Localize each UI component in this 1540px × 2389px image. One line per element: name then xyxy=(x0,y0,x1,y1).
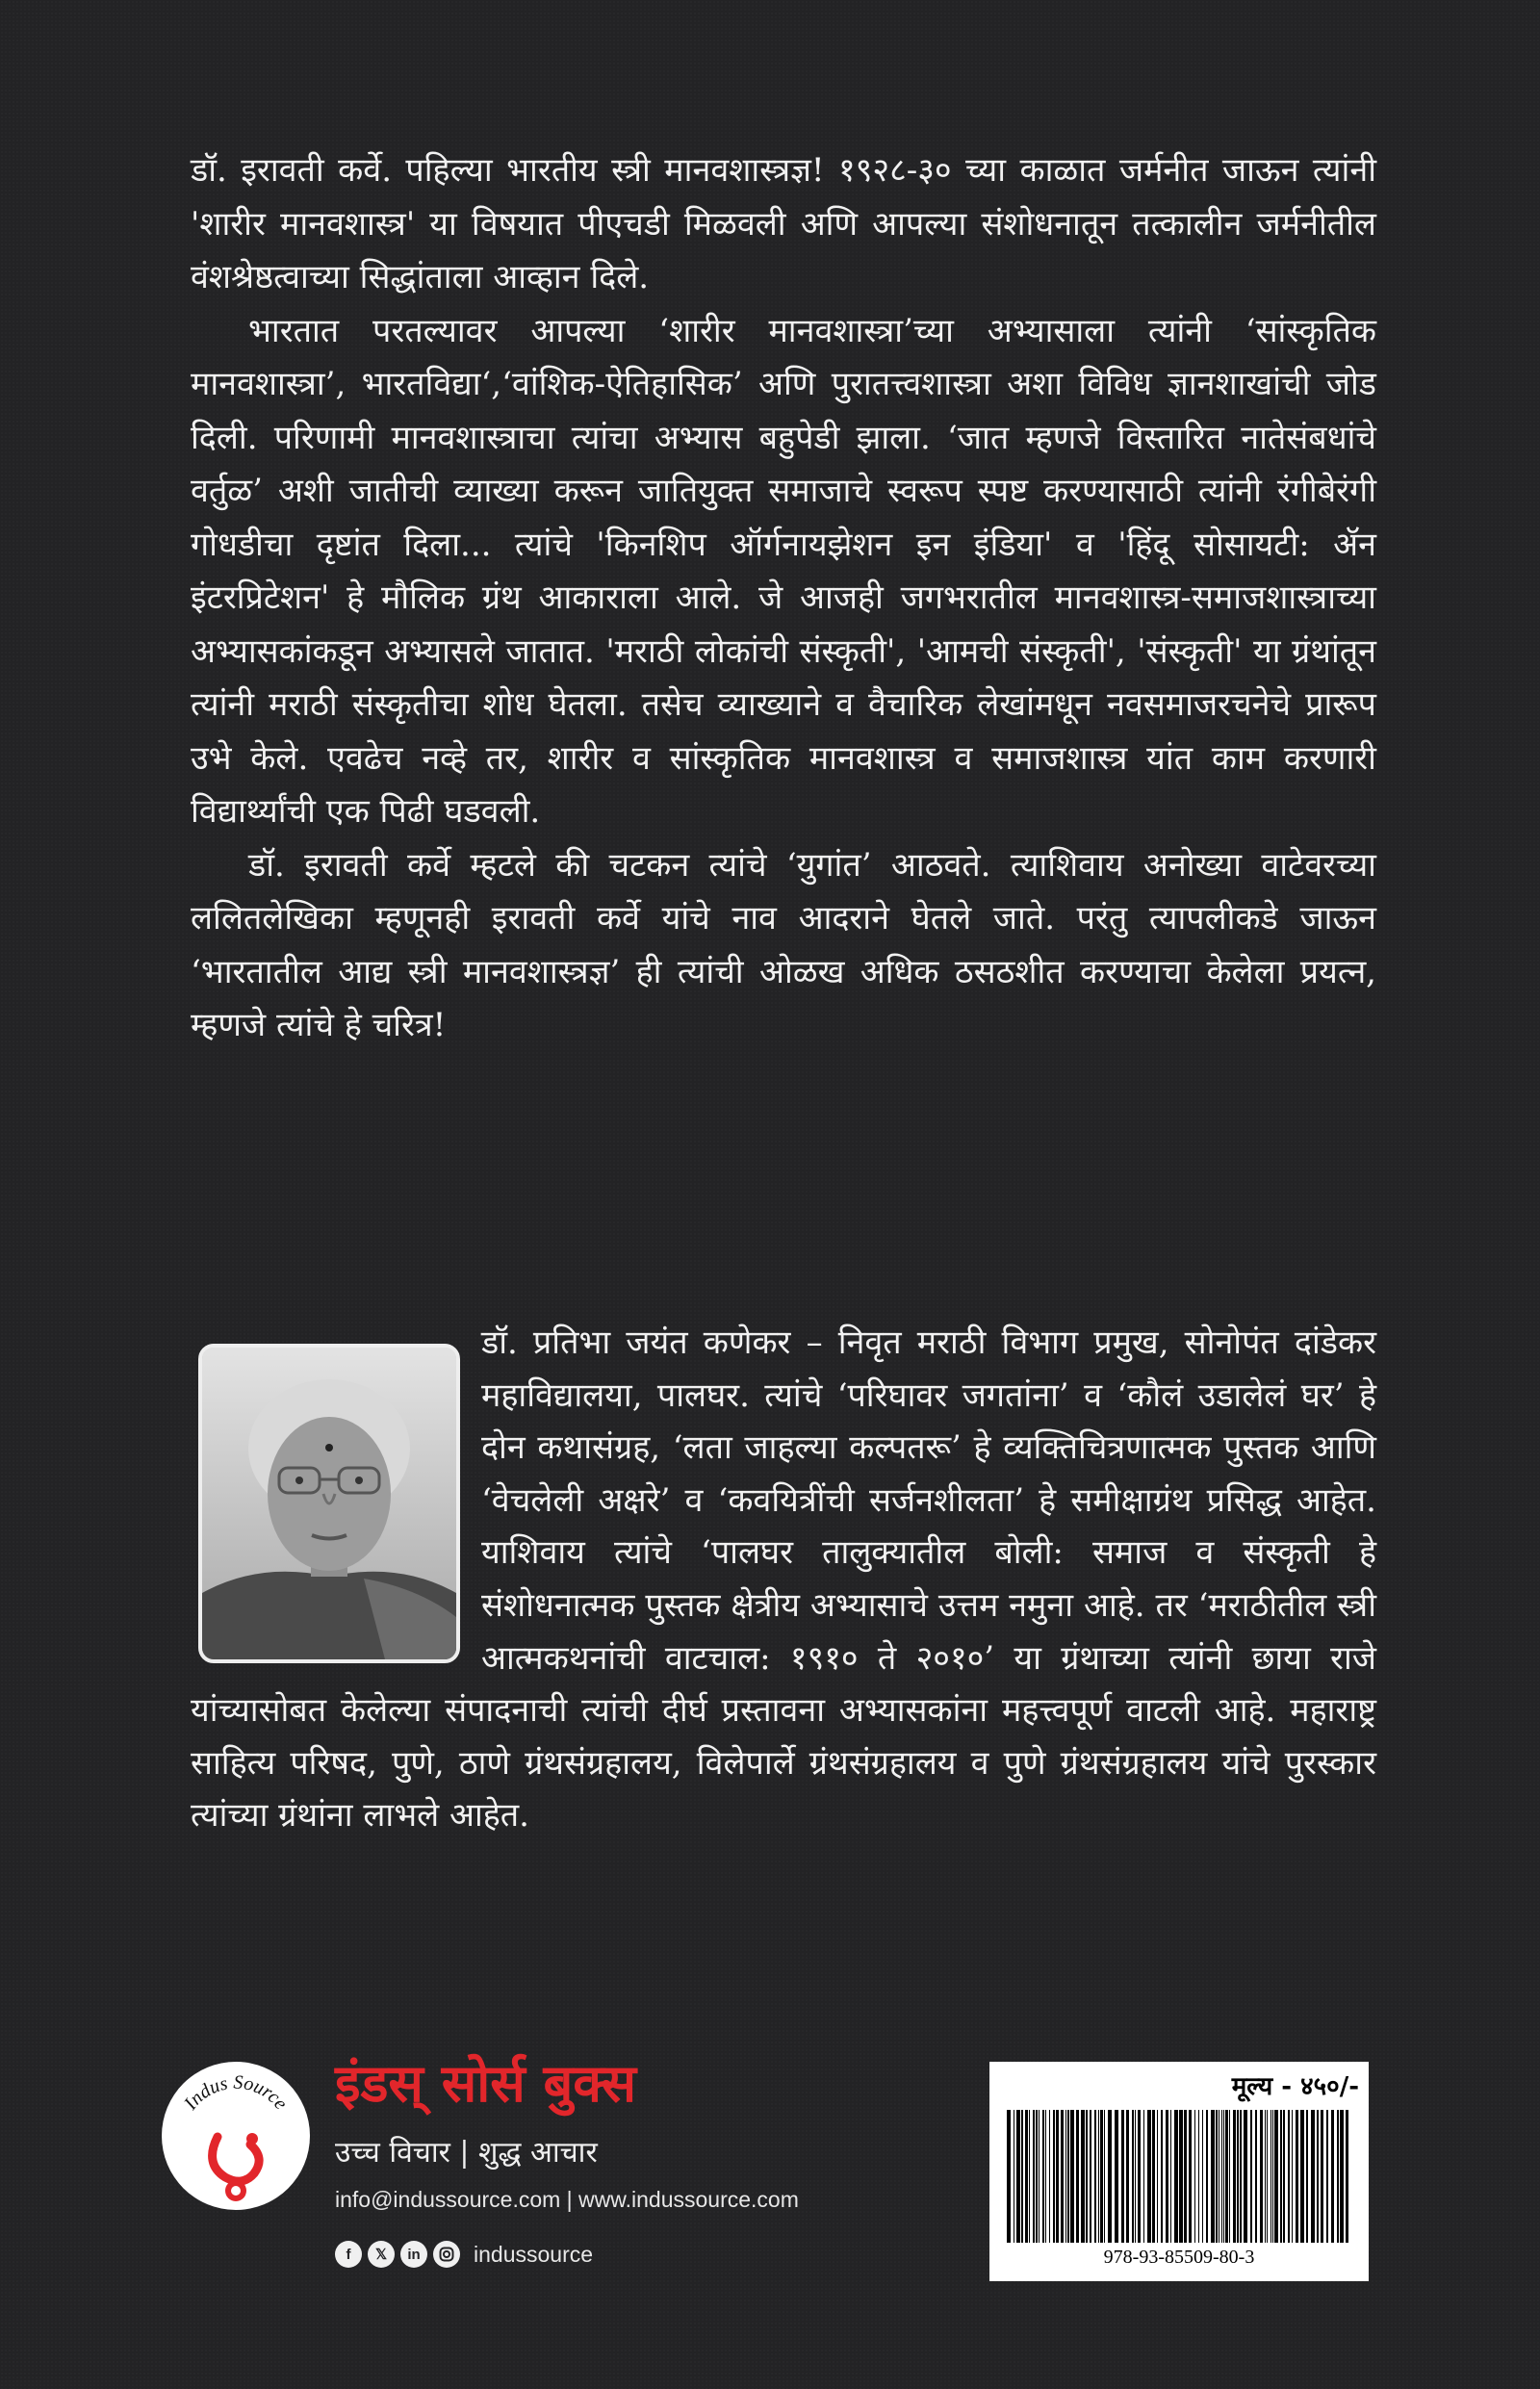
barcode-bar xyxy=(1170,2110,1171,2243)
barcode-bar xyxy=(1056,2110,1059,2243)
barcode-bar xyxy=(1025,2110,1028,2243)
barcode-bar xyxy=(1270,2110,1271,2243)
barcode-bar xyxy=(1132,2110,1134,2243)
barcode-bar xyxy=(1255,2110,1257,2243)
barcode-bar xyxy=(1202,2110,1203,2243)
barcode-bar xyxy=(1194,2110,1195,2243)
barcode-bar xyxy=(1174,2110,1178,2243)
barcode-bar xyxy=(1340,2110,1344,2243)
barcode-bar xyxy=(1288,2110,1290,2243)
barcode-bar xyxy=(1346,2110,1348,2243)
barcode-bar xyxy=(1331,2110,1334,2243)
publisher-tagline: उच्च विचार | शुद्ध आचार xyxy=(335,2136,598,2170)
barcode-bar xyxy=(1216,2110,1218,2243)
barcode-bar xyxy=(1283,2110,1285,2243)
barcode-bar xyxy=(1337,2110,1339,2243)
barcode-box xyxy=(989,2062,1369,2281)
barcode-bar xyxy=(1115,2110,1118,2243)
barcode-bar xyxy=(1053,2110,1055,2243)
publisher-logo xyxy=(162,2062,310,2210)
barcode-bar xyxy=(1094,2110,1096,2243)
barcode-bar xyxy=(1143,2110,1144,2243)
barcode-bar xyxy=(1029,2110,1030,2243)
barcode-bar xyxy=(1317,2110,1319,2243)
barcode-bar xyxy=(1135,2110,1136,2243)
publisher-contact[interactable]: info@indussource.com | www.indussource.com xyxy=(335,2187,799,2212)
x-icon[interactable]: 𝕏 xyxy=(368,2241,395,2268)
barcode-bar xyxy=(1198,2110,1199,2243)
barcode-bar xyxy=(1098,2110,1099,2243)
barcode-bar xyxy=(1223,2110,1224,2243)
barcode-bar xyxy=(1221,2110,1222,2243)
barcode-bar xyxy=(1067,2110,1069,2243)
barcode-bar xyxy=(1267,2110,1268,2243)
price-label: मूल्य - ४५०/- xyxy=(1231,2072,1359,2101)
barcode-bar xyxy=(1121,2110,1124,2243)
barcode-bar xyxy=(1229,2110,1230,2243)
barcode-bar xyxy=(1081,2110,1085,2243)
barcode-bar xyxy=(1036,2110,1038,2243)
blurb-paragraph: डॉ. इरावती कर्वे. पहिल्या भारतीय स्त्री मानवशास्त्रज्ञ! १९२८-३० च्या काळात जर्मनीत जाऊन त्यांनी 'शारीर मानवशास्त्र' या विषयात पीएचडी मिळवली अणि आपल्या संशोधनातून तत्कालीन जर्मनीतील वंशश्रेष्ठत्वाच्या सिद्धांताला आव्हान दिले. xyxy=(191,151,1376,296)
barcode-bar xyxy=(1100,2110,1103,2243)
barcode-bar xyxy=(1296,2110,1298,2243)
barcode-bar xyxy=(1061,2110,1064,2243)
barcode-bar xyxy=(1321,2110,1323,2243)
barcode-bar xyxy=(1065,2110,1066,2243)
svg-text:Indus Source xyxy=(179,2072,291,2115)
barcode-bar xyxy=(1042,2110,1044,2243)
barcode-bar xyxy=(1021,2110,1023,2243)
barcode-bar xyxy=(1138,2110,1141,2243)
barcode-bar xyxy=(1147,2110,1151,2243)
barcode-bar xyxy=(1280,2110,1282,2243)
barcode-bar xyxy=(1300,2110,1304,2243)
barcode-bar xyxy=(1045,2110,1046,2243)
barcode-bar xyxy=(1033,2110,1035,2243)
publisher-block xyxy=(162,2050,893,2300)
barcode-bar xyxy=(1306,2110,1308,2243)
barcode-bar xyxy=(1250,2110,1252,2243)
barcode-bar xyxy=(1039,2110,1040,2243)
barcode-bar xyxy=(1233,2110,1236,2243)
barcode-bar xyxy=(1272,2110,1273,2243)
barcode-bar xyxy=(1326,2110,1328,2243)
barcode-bar xyxy=(1179,2110,1183,2243)
publisher-name: इंडस् सोर्स बुक्स xyxy=(335,2053,636,2114)
barcode-bar xyxy=(1166,2110,1168,2243)
barcode-bar xyxy=(1240,2110,1242,2243)
social-handle: indussource xyxy=(474,2241,594,2267)
linkedin-icon[interactable]: in xyxy=(400,2241,427,2268)
barcode-bar xyxy=(1184,2110,1187,2243)
barcode-bar xyxy=(1049,2110,1050,2243)
barcode-bar xyxy=(1244,2110,1247,2243)
barcode-bar xyxy=(1104,2110,1105,2243)
blurb-paragraph: भारतात परतल्यावर आपल्या ‘शारीर मानवशास्त्रा’च्या अभ्यासाला त्यांनी ‘सांस्कृतिक मानवशास्त्रा’, भारतविद्या‘,‘वांशिक-ऐतिहासिक’ अणि पुरातत्त्वशास्त्रा अशा विविध ज्ञानशाखांची जोड दिली. परिणामी मानवशास्त्राचा त्यांचा अभ्यास बहुपेडी झाला. ‘जात म्हणजे विस्तारित नातेसंबधांचे वर्तुळ’ अशी जातीची व्याख्या करून जातियुक्त समाजाचे स्वरूप स्पष्ट करण्यासाठी त्यांनी रंगीबेरंगी गोधडीचा दृष्टांत दिला... त्यांचे 'किनशिप ऑर्गनायझेशन इन इंडिया' व 'हिंदू सोसायटी: ॲन इंटरप्रिटेशन' हे मौलिक ग्रंथ आकाराला आले. जे आजही जगभरातील मानवशास्त्र-समाजशास्त्राच्या अभ्यासकांकडून अभ्यासले जातात. 'मराठी लोकांची संस्कृती', 'आमची संस्कृती', 'संस्कृती' या ग्रंथांतून त्यांनी मराठी संस्कृतीचा शोध घेतला. तसेच व्याख्याने व वैचारिक लेखांमधून नवसमाजरचनेचे प्रारूप उभे केले. एवढेच नव्हे तर, शारीर व सांस्कृतिक मानवशास्त्र व समाजशास्त्र यांत काम करणारी विद्यार्थ्यांची एक पिढी घडवली. xyxy=(191,311,1376,831)
barcode-bar xyxy=(1189,2110,1192,2243)
author-photo xyxy=(198,1344,460,1663)
barcode-bar xyxy=(1016,2110,1020,2243)
barcode-bar xyxy=(1090,2110,1091,2243)
barcode-bar xyxy=(1311,2110,1315,2243)
barcode-bar xyxy=(1086,2110,1088,2243)
back-cover-blurb xyxy=(191,144,1376,1053)
barcode-bar xyxy=(1260,2110,1263,2243)
author-section xyxy=(191,1317,1376,1842)
author-bio: डॉ. प्रतिभा जयंत कणेकर – निवृत मराठी विभाग प्रमुख, सोनोपंत दांडेकर महाविद्यालया, पालघर. त्यांचे ‘परिघावर जगतांना’ व ‘कौलं उडालेलं घर’ हे दोन कथासंग्रह, ‘लता जाहल्या कल्पतरू’ हे व्यक्तिचित्रणात्मक पुस्तक आणि ‘वेचलेली अक्षरे’ व ‘कवयित्रींची सर्जनशीलता’ हे समीक्षाग्रंथ प्रसिद्ध आहेत. याशिवाय त्यांचे ‘पालघर तालुक्यातील बोली: समाज व संस्कृती हे संशोधनात्मक पुस्तक क्षेत्रीय अभ्यासाचे उत्तम नमुना आहे. तर ‘मराठीतील स्त्री आत्मकथनांची वाटचाल: १९१० ते २०१०’ या ग्रंथाच्या त्यांनी छाया राजे यांच्यासोबत केलेल्या संपादनाची त्यांची दीर्घ प्रस्तावना अभ्यासकांना महत्त्वपूर्ण वाटली आहे. महाराष्ट्र साहित्य परिषद, पुणे, ठाणे ग्रंथसंग्रहालय, विलेपार्ले ग्रंथसंग्रहालय व पुणे ग्रंथसंग्रहालय यांचे पुरस्कार त्यांच्या ग्रंथांना लाभले आहेत. xyxy=(191,1323,1376,1836)
isbn-number: 978-93-85509-80-3 xyxy=(1103,2247,1255,2268)
barcode-bar xyxy=(1108,2110,1112,2243)
barcode-bar xyxy=(1274,2110,1278,2243)
blurb-paragraph: डॉ. इरावती कर्वे म्हटले की चटकन त्यांचे ‘युगांत’ आठवते. त्याशिवाय अनोख्या वाटेवरच्या ललितलेखिका म्हणूनही इरावती कर्वे यांचे नाव आदराने घेतले जाते. परंतु त्यापलीकडे जाऊन ‘भारतातील आद्य स्त्री मानवशास्त्रज्ञ’ ही त्यांची ओळख अधिक ठसठशीत करण्याचा केलेला प्रयत्न, म्हणजे त्यांचे हे चरित्र! xyxy=(191,845,1376,1044)
logo-text: Indus Source xyxy=(180,2071,292,2115)
barcode-bar xyxy=(1211,2110,1215,2243)
instagram-icon[interactable] xyxy=(433,2241,460,2268)
barcode-bar xyxy=(1152,2110,1155,2243)
barcode-bar xyxy=(1237,2110,1239,2243)
barcode-bar xyxy=(1070,2110,1074,2243)
barcode-bar xyxy=(1225,2110,1228,2243)
social-row xyxy=(335,2239,593,2270)
barcode-bar xyxy=(1161,2110,1163,2243)
facebook-icon[interactable]: f xyxy=(335,2241,362,2268)
barcode-bar xyxy=(1126,2110,1129,2243)
barcode-bar xyxy=(1007,2110,1011,2243)
barcode-bar xyxy=(1157,2110,1158,2243)
barcode-bar xyxy=(1206,2110,1208,2243)
barcode-bar xyxy=(1292,2110,1293,2243)
barcode xyxy=(1003,2110,1355,2243)
barcode-bar xyxy=(1265,2110,1266,2243)
barcode-bar xyxy=(1076,2110,1079,2243)
